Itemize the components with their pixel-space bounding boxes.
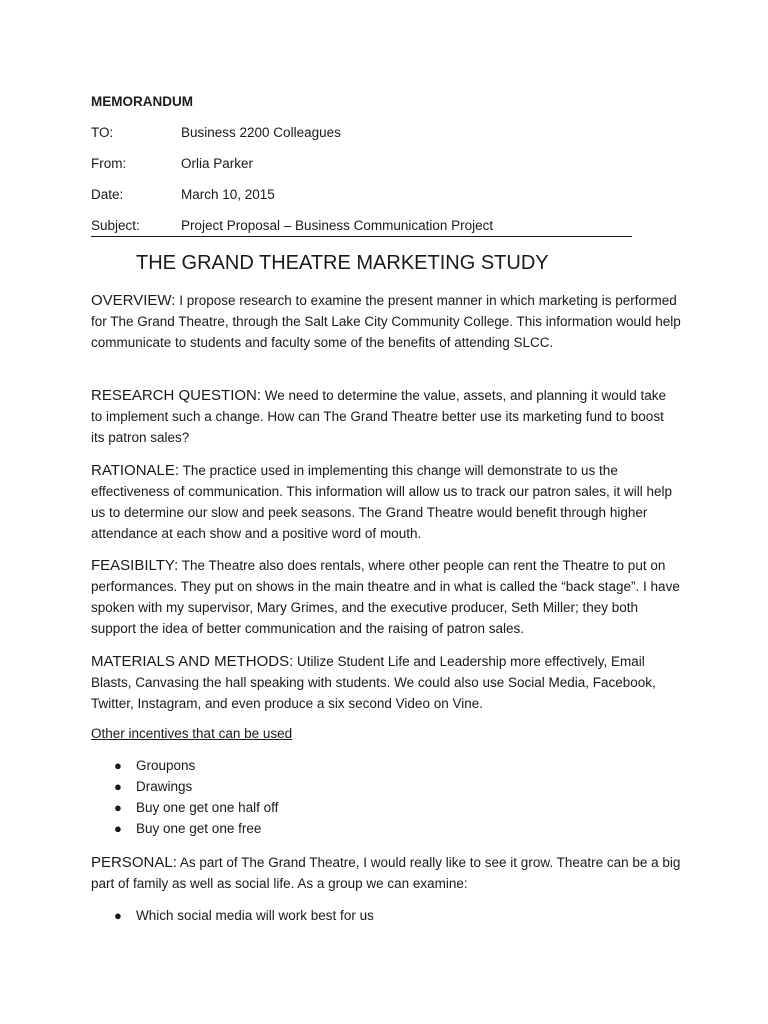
memo-page: MEMORANDUM TO: Business 2200 Colleagues From: Orlia Parker Date: March 10, 2015 Subject: Project Proposal – Business Communication Project THE GRAND THEATRE MARKETING STUDY OVERVIEW: I propose research to examine the present manner in which marketing is performed for The Grand Theatre, through the Salt Lake City Community College. This information would help communicate to students and faculty some of the benefits of attending SLCC. RESEARCH QUESTION: We need to determine the value, assets, and planning it would take to implement such a change. How can The Grand Theatre better use its marketing fund to boost its patron sales? RATIONALE: The practice used in implementing this change will demonstrate to us the effectiveness of communication. This information will allow us to track our patron sales, it will help us to determine our slow and peek seasons. The Grand Theatre would benefit through higher attendance at each show and a positive word of mouth. FEASIBILTY: The Theatre also does rentals, where other people can rent the Theatre to put on performances. They put on shows in the main theatre and in what is called the “back stage”. I have spoken with my supervisor, Mary Grimes, and the executive producer, Seth Miller; they both support the idea of better communication and the raising of patron sales. MATERIALS AND METHODS: Utilize Student Life and Leadership more effectively, Email Blasts, Canvasing the hall speaking with students. We could also use Social Media, Facebook, Twitter, Instagram, and even produce a six second Video on Vine. Other incentives that can be used ● Groupons ● Drawings ● Buy one get one half off ● Buy one get one free PERSONAL: As part of The Grand Theatre, I would really like to see it grow. Theatre can be a big part of family as well as social life. As a group we can examine: ● Which social media will work best for us [0, 0, 768, 1024]
feasibility-label: FEASIBILTY: [91, 557, 179, 574]
materials-methods-label: MATERIALS AND METHODS: [91, 653, 294, 670]
memo-subject-row [91, 216, 632, 237]
memo-date-value: March 10, 2015 [181, 187, 275, 202]
bullet-icon: ● [114, 821, 122, 836]
materials-methods-text: Utilize Student Life and Leadership more effectively, Email Blasts, Canvasing the hall speaking with students. We could also use Social Media, Facebook, Twitter, Instagram, and even produce a six second Video on Vine. [91, 654, 656, 711]
incentives-heading: Other incentives that can be used [91, 726, 293, 741]
memo-from-value: Orlia Parker [181, 156, 254, 171]
bullet-icon: ● [114, 779, 122, 794]
memo-to-label: TO: [91, 125, 114, 140]
personal-paragraph [91, 852, 681, 894]
memo-subject-label: Subject: [91, 218, 140, 233]
rationale-paragraph [91, 460, 681, 544]
overview-label: OVERVIEW: [91, 292, 176, 309]
memo-from-label: From: [91, 156, 127, 171]
personal-text: As part of The Grand Theatre, I would really like to see it grow. Theatre can be a big part of family as well as social life. As a group we can examine: [91, 855, 681, 891]
overview-paragraph [91, 290, 681, 353]
bullet-icon: ● [114, 758, 122, 773]
personal-label: PERSONAL: [91, 854, 177, 871]
memo-date-label: Date: [91, 187, 124, 202]
research-question-label: RESEARCH QUESTION: [91, 387, 262, 404]
overview-text: I propose research to examine the present manner in which marketing is performed for The Grand Theatre, through the Salt Lake City Community College. This information would help communicate to students and faculty some of the benefits of attending SLCC. [91, 293, 681, 350]
memo-heading: MEMORANDUM [91, 94, 193, 109]
materials-methods-paragraph [91, 651, 681, 714]
research-question-paragraph [91, 385, 681, 448]
document-title: THE GRAND THEATRE MARKETING STUDY [136, 252, 549, 274]
rationale-text: The practice used in implementing this change will demonstrate to us the effectiveness of communication. This information will allow us to track our patron sales, it will help us to determine our slow and peek seasons. The Grand Theatre would benefit through higher attendance at each show and a positive word of mouth. [91, 463, 673, 541]
feasibility-paragraph [91, 555, 681, 639]
rationale-label: RATIONALE: [91, 462, 180, 479]
research-question-text: We need to determine the value, assets, and planning it would take to implement such a change. How can The Grand Theatre better use its marketing fund to boost its patron sales? [91, 388, 667, 445]
feasibility-text: The Theatre also does rentals, where other people can rent the Theatre to put on performances. They put on shows in the main theatre and in what is called the “back stage”. I have spoken with my supervisor, Mary Grimes, and the executive producer, Seth Miller; they both support the idea of better communication and the raising of patron sales. [91, 558, 680, 636]
memo-subject-value: Project Proposal – Business Communication Project [181, 218, 494, 233]
memo-to-value: Business 2200 Colleagues [181, 125, 341, 140]
bullet-icon: ● [114, 908, 122, 923]
bullet-icon: ● [114, 800, 122, 815]
